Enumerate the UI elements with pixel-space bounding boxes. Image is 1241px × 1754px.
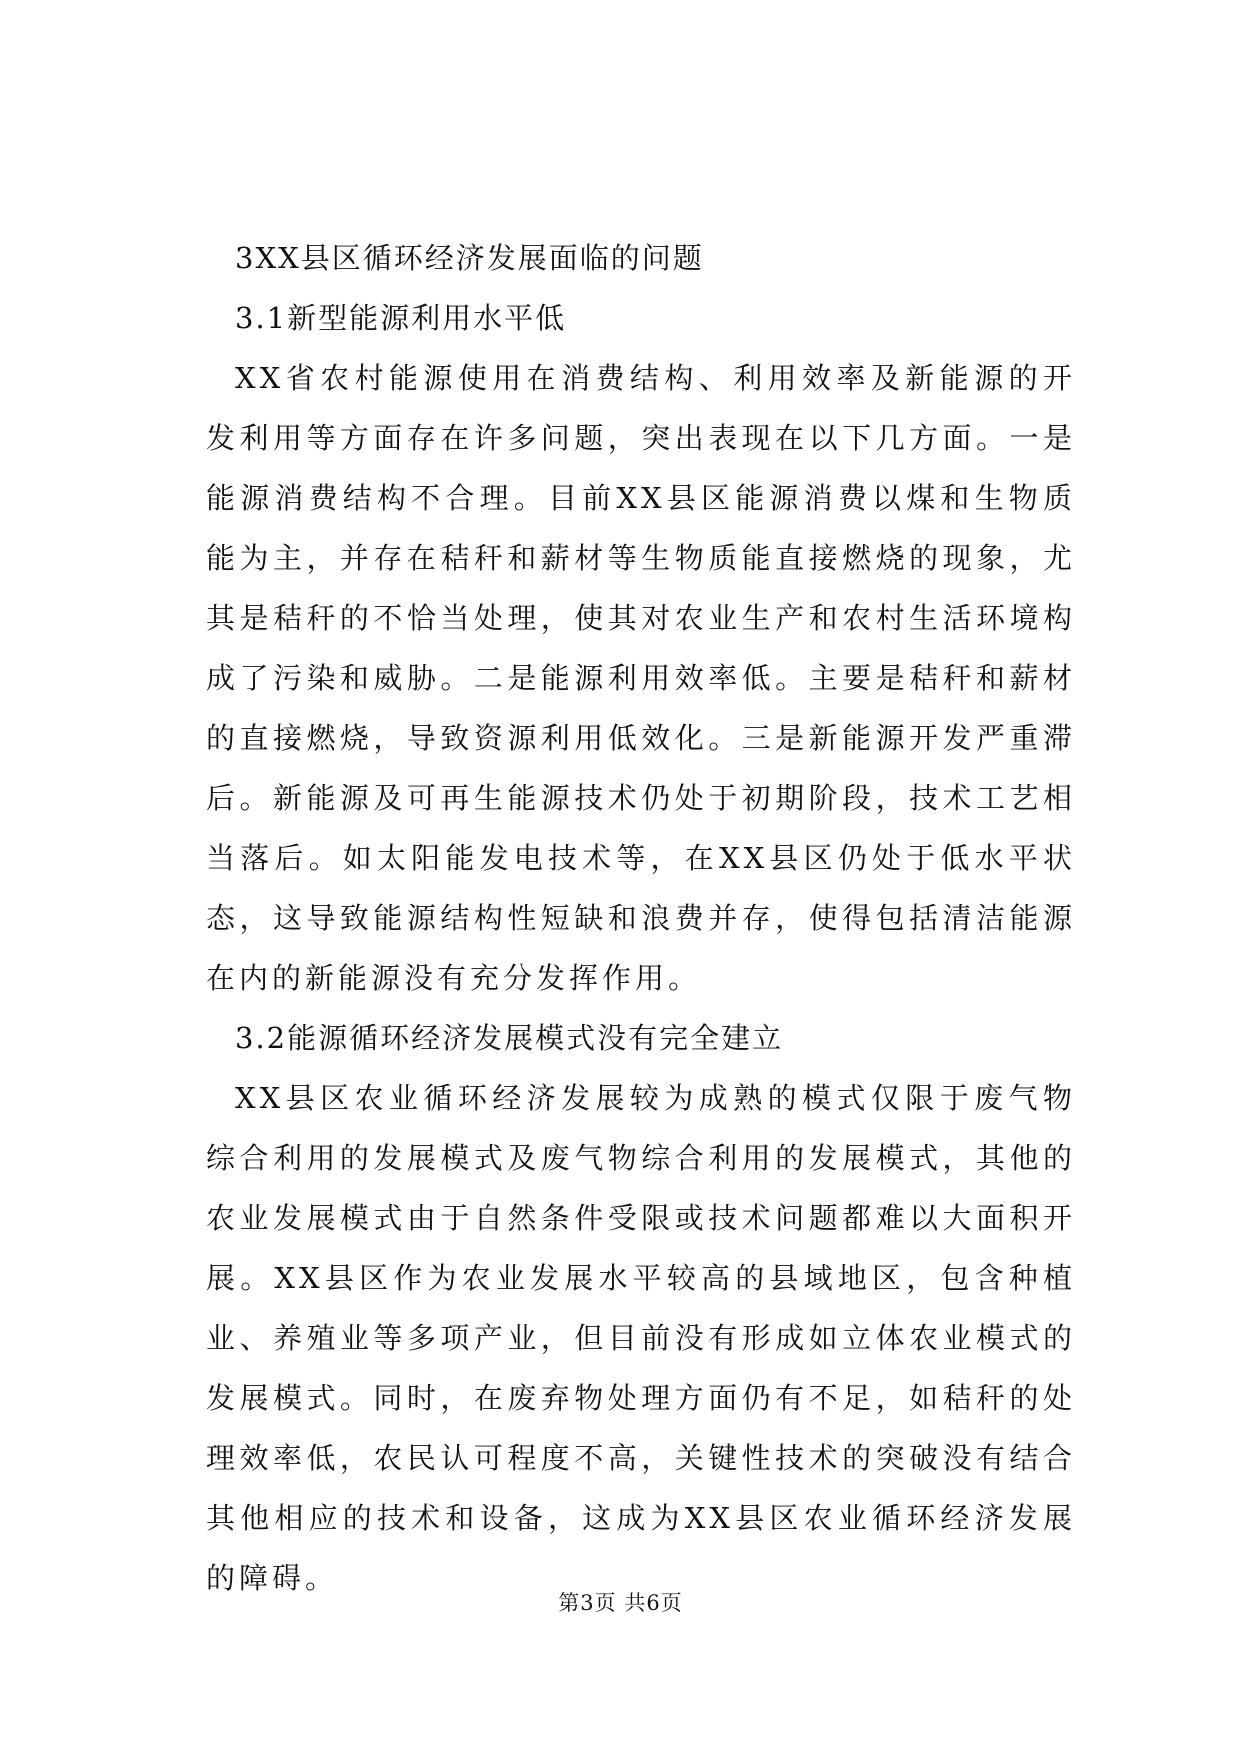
section-heading-3-2: 3.2能源循环经济发展模式没有完全建立	[235, 1021, 784, 1055]
section-heading-3: 3XX县区循环经济发展面临的问题	[235, 241, 704, 275]
section-heading-3-1: 3.1新型能源利用水平低	[235, 301, 567, 335]
paragraph-3-2: XX县区农业循环经济发展较为成熟的模式仅限于废气物综合利用的发展模式及废气物综合利用的发展模式，其他的农业发展模式由于自然条件受限或技术问题都难以大面积开展。XX县区作为农业发展水平较高的县域地区，包含种植业、养殖业等多项产业，但目前没有形成如立体农业模式的发展模式。同时，在废弃物处理方面仍有不足，如秸秆的处理效率低，农民认可程度不高，关键性技术的突破没有结合其他相应的技术和设备，这成为XX县区农业循环经济发展的障碍。	[206, 1081, 1076, 1595]
paragraph-3-1: XX省农村能源使用在消费结构、利用效率及新能源的开发利用等方面存在许多问题，突出表现在以下几方面。一是能源消费结构不合理。目前XX县区能源消费以煤和生物质能为主，并存在秸秆和薪材等生物质能直接燃烧的现象，尤其是秸秆的不恰当处理，使其对农业生产和农村生活环境构成了污染和威胁。二是能源利用效率低。主要是秸秆和薪材的直接燃烧，导致资源利用低效化。三是新能源开发严重滞后。新能源及可再生能源技术仍处于初期阶段，技术工艺相当落后。如太阳能发电技术等，在XX县区仍处于低水平状态，这导致能源结构性短缺和浪费并存，使得包括清洁能源在内的新能源没有充分发挥作用。	[206, 361, 1076, 995]
document-body	[206, 228, 1076, 1608]
page-footer: 第3页 共6页	[558, 1591, 683, 1615]
